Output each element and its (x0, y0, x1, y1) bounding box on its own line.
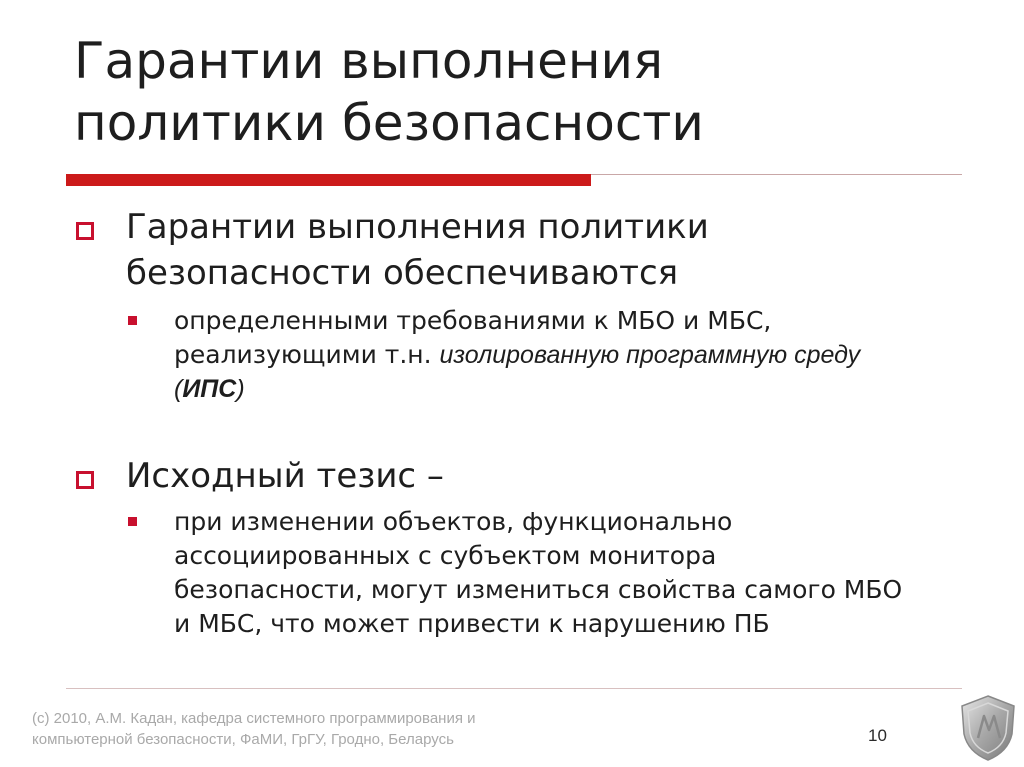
bullet-level1 (126, 204, 709, 296)
footer-line: компьютерной безопасности, ФаМИ, ГрГУ, Гродно, Беларусь (32, 731, 454, 748)
footer-line: (c) 2010, А.М. Кадан, кафедра системного программирования и (32, 710, 476, 727)
university-crest-icon (958, 694, 1018, 762)
slide-title-line: Гарантии выполнения (74, 32, 664, 90)
sub-bullet-line: ассоциированных с субъектом монитора (174, 541, 717, 570)
page-number: 10 (868, 726, 887, 745)
sub-bullet-line (174, 338, 860, 372)
sub-bullet-line: безопасности, могут измениться свойства самого МБО (174, 575, 903, 604)
bullet-level2 (174, 304, 860, 406)
title-underline-accent (66, 174, 591, 186)
bullet-level1 (126, 453, 444, 499)
bullet-text-line: Исходный тезис – (126, 456, 444, 496)
bullet-level2 (174, 505, 902, 641)
title-underline-thin (591, 174, 962, 175)
paren-open: ( (174, 375, 183, 403)
sub-bullet-line: при изменении объектов, функционально (174, 507, 733, 536)
slide-title-line: политики безопасности (74, 94, 704, 152)
italic-term: изолированную программную среду (439, 341, 861, 369)
sub-bullet-text: реализующими т.н. (174, 340, 440, 369)
sub-bullet-line: и МБС, что может привести к нарушению ПБ (174, 609, 770, 638)
bullet-text-line: безопасности обеспечиваются (126, 253, 679, 293)
footer-credits (32, 708, 476, 750)
filled-square-bullet-icon (128, 316, 137, 325)
filled-square-bullet-icon (128, 517, 137, 526)
abbreviation: ИПС (182, 375, 237, 403)
sub-bullet-line (174, 372, 860, 406)
slide-title (74, 30, 704, 154)
paren-close: ) (236, 375, 245, 403)
hollow-square-bullet-icon (76, 471, 94, 489)
footer-divider (66, 688, 962, 689)
sub-bullet-line: определенными требованиями к МБО и МБС, (174, 306, 772, 335)
bullet-text-line: Гарантии выполнения политики (126, 207, 709, 247)
hollow-square-bullet-icon (76, 222, 94, 240)
